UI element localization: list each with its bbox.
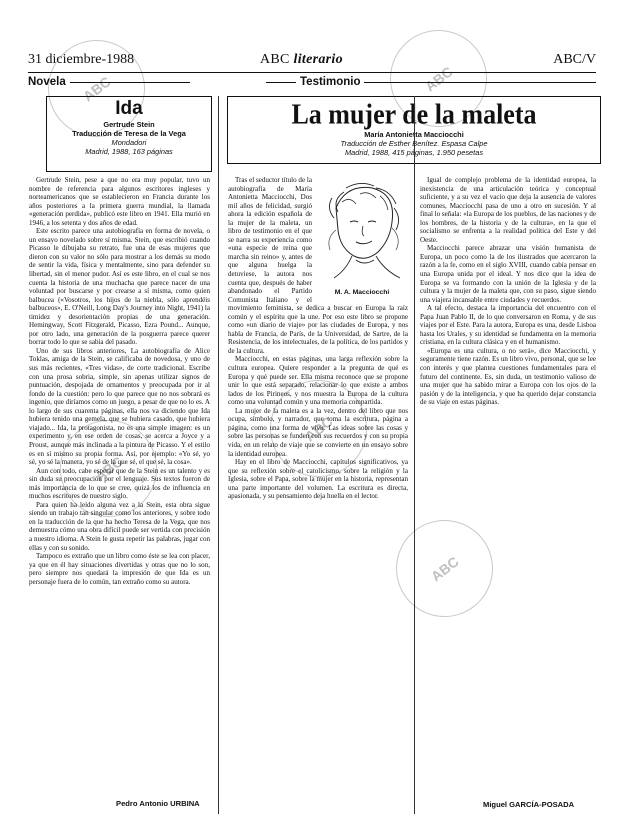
section-rule bbox=[70, 82, 190, 83]
testimonio-title: La mujer de la maleta bbox=[291, 98, 537, 131]
header-rule bbox=[28, 72, 596, 73]
testimonio-author: María Antonietta Macciocchi bbox=[364, 130, 464, 139]
body-paragraph: Macciocchi parece abrazar una visión humanista de Europa, un poco como la de los ilustrados que acercaron la razón a la fe, como en el siglo XVIII, cuando cabía pensar en una Europa unida por el ideal. Y nos dice que la idea de Europa se va formando con la unión de la Iglesia y de la cultura y la mujer de la maleta que, con su paso, sigue siendo una viajera incansable entre ciudades y recuerdos. bbox=[420, 244, 596, 304]
publication-title bbox=[260, 52, 343, 68]
testimonio-body-col3 bbox=[420, 176, 596, 812]
body-paragraph: Tampoco es extraño que un libro como éste se lea con placer, ya que en él hay situaciones divertidas y otras que no lo son, pero siempre nos quedará la impresión de que Ida es un personaje fuera de lo común, tan extraño como su autora. bbox=[29, 552, 210, 586]
body-paragraph: Tras el seductor título de la autobiografía de María Antonietta Macciocchi, Dos mil años de felicidad, surgió ahora la edición española de la mujer de la maleta, un libro de testimonio en el que se narra su experiencia como «una especie de reina que marcha sin reino» y, antes de que alguna huelga la detuviese, la autora nos cuenta que, después de haber abandonado el Partido Comunista Italiano y el movimiento feminista, se dedica a buscar en Europa la raíz común y el espíritu que la une. Por eso este libro se propone como «un diario de viaje» por las ciudades de Europa, y nos habla de Francia, de París, de la Universidad, de Sartre, de la Resistencia, de los intelectuales, de la política, de los partidos y de la cultura. bbox=[228, 176, 408, 355]
body-paragraph: Macciocchi, en estas páginas, una larga reflexión sobre la cultura europea. Quiere responder a la pregunta de qué es Europa y qué puede ser. Ella misma reconoce que se propone unir lo que está separado, relacionar lo que existe a ambos lados de los Pirineos, y nos muestra la Europa de la cultura como una voluntad común y una memoria compartida. bbox=[228, 355, 408, 407]
page-header bbox=[28, 52, 596, 72]
watermark-stamp: ABC bbox=[250, 360, 386, 496]
testimonio-body-col2 bbox=[228, 176, 408, 812]
novela-translation: Traducción de Teresa de la Vega bbox=[72, 129, 186, 138]
watermark-stamp: ABC bbox=[376, 500, 512, 636]
section-label-novela bbox=[28, 76, 190, 88]
body-paragraph: «Europa es una cultura, o no será», dice Macciocchi, y seguramente tiene razón. Es un libro vivo, personal, que se lee con interés y que plantea cuestiones fundamentales para el futuro del continente. Es, sin duda, un testimonio valioso de una mujer que ha sabido mirar a Europa con los ojos de la pasión y de la inteligencia, y que ha querido dejar constancia de su viaje en estas páginas. bbox=[420, 346, 596, 407]
body-paragraph: Este escrito parece una autobiografía en forma de novela, o un ensayo novelado sobre sí misma. Stein, que escribió cuando Picasso le dibujaba su retrato, fue una de esas mujeres que dieron con su valor no sólo para mostrar a los demás su modo de sentir la vida, física y mentalmente, sino para defender su libertad, sin el menor pudor. Así es este libro, en el cual se nos cuenta la historia de una muchacha que parece nacer de una voluntad por buscarse y por crearse a sí misma, como quien balbucea («Vosotros, los hijos de la niebla, sólo aprendéis balbuceos», E. O'Neill, Long Day's Journey into Night, 1941) la timidez y desorientación propias de una generación. Hemingway, Scott Fitzgerald, Picasso, Ezra Pound... Aunque, por otro lado, una generación de la posguerra parece querer borrar todo lo que se sabía del pasado. bbox=[29, 227, 210, 347]
body-paragraph: La mujer de la maleta es a la vez, dentro del libro que nos ocupa, símbolo, y narrador, que toma la escritura, página a página, como una forma de vivir. Las ideas sobre las cosas y sobre las personas se funden con sus recuerdos y con su propia vida, en un relato de viaje que se convierte en un ensayo sobre la identidad europea. bbox=[228, 406, 408, 458]
section-rule bbox=[364, 82, 596, 83]
body-paragraph: Aun con todo, cabe esperar que de la Stein es un talento y es sin duda su preocupación por el lenguaje. Sus textos fueron de más importancia de lo que se cree, quizá los de influencia en muchos escritores de nuestro siglo. bbox=[29, 466, 210, 501]
author-portrait bbox=[316, 178, 408, 298]
watermark-stamp: ABC bbox=[40, 400, 176, 536]
testimonio-signature: Miguel GARCÍA-POSADA bbox=[483, 800, 575, 809]
publication-name: literario bbox=[293, 52, 343, 67]
section-novela-text: Novela bbox=[28, 76, 66, 88]
body-paragraph: Gertrude Stein, pese a que no era muy popular, tuvo un nombre de referencia para algunos escritores ingleses y norteamericanos que se establecieron en Francia durante los años posteriores a la primera guerra mundial, la llamada «generación perdida», publicó este libro en 1941. Ella murió en 1946, a los setenta y dos años de edad. bbox=[29, 176, 210, 227]
body-paragraph: Uno de sus libros anteriores, La autobiografía de Alice Toklas, amiga de la Stein, se calificaba de novedosa, y uno de sus más recientes, «Tres vidas», de corte tradicional. Escribe con una prosa sobria, simple, sin apenas utilizar signos de puntuación, despojada de ornamentos y preocupada por ir al fondo de la cuestión: pero lo que parece que no nos sobrará es ingenio, que diríamos como un juego, a pesar de que no lo es. A lo largo de sus cuarenta páginas, ella nos va diciendo que Ida hubiera tenido una gemela, que se hubiera casado, que hubiera viajado... Ida, la protagonista, no es una simple imagen: es un experimento y, en ese orden de cosas, se acerca a Joyce y a Proust, aunque más inclinada a la pintura de Picasso. Y el estilo es en sí mismo su propia forma. Así, por ejemplo: «Yo sé, yo sé, yo sé la manera, yo sé de la que sé, el que sé, la cosa». bbox=[29, 346, 210, 467]
testimonio-translation: Traducción de Esther Benítez. Espasa Calpe bbox=[340, 139, 488, 148]
testimonio-details: Madrid, 1988, 415 páginas, 1.950 pesetas bbox=[344, 148, 484, 157]
body-paragraph: Igual de complejo problema de la identidad europea, la inexistencia de una articulación teórica y conceptual suficiente, y a su vez el vacío que deja la ausencia de valores comunes, Macciocchi pasa de uno a otro en sucesión. Y al final lo señala: «la Europa de los pueblos, de las naciones y de los hombres, de la historia y de la cultura», en la que el socialismo se enfrenta a la realidad política del Este y del Oeste. bbox=[420, 176, 596, 244]
novela-signature: Pedro Antonio URBINA bbox=[116, 799, 200, 808]
section-testimonio-text: Testimonio bbox=[300, 76, 361, 88]
novela-publisher: Mondadori bbox=[111, 138, 147, 147]
watermark-stamp: ABC bbox=[370, 10, 506, 146]
section-label-testimonio bbox=[266, 76, 596, 88]
novela-title: Ida bbox=[115, 98, 143, 119]
column-divider bbox=[218, 96, 219, 814]
issue-date: 31 diciembre-1988 bbox=[28, 52, 135, 67]
body-paragraph: A tal efecto, destaca la importancia del encuentro con el Papa Juan Pablo II, de lo que conversaron en Roma, y de sus viajes por el Este. Para la autora, Europa es una, desde Lisboa hasta los Urales, y su identidad se fundamenta en la memoria cristiana, en la cultura clásica y en el humanismo. bbox=[420, 304, 596, 347]
novela-body bbox=[29, 176, 210, 812]
column-divider bbox=[414, 96, 415, 814]
novela-details: Madrid, 1988, 163 páginas bbox=[85, 147, 173, 156]
section-rule bbox=[266, 82, 296, 83]
page-label: ABC/V bbox=[553, 52, 596, 67]
publication-prefix: ABC bbox=[260, 52, 290, 67]
novela-title-box bbox=[46, 96, 212, 172]
body-paragraph: Para quien ha leído alguna vez a la Stein, esta obra sigue siendo un trabajo tan singular como los anteriores, y sobre todo en la traducción de la que ha hecho Teresa de la Vega, que nos demuestra cómo una obra difícil puede ser vertida con precisión a nuestro idioma. A Stein le gusta repetir las palabras, jugar con ellas y con su sonido. bbox=[29, 500, 210, 552]
portrait-illustration bbox=[316, 178, 408, 288]
novela-author: Gertrude Stein bbox=[103, 120, 155, 129]
portrait-caption: M. A. Macciocchi bbox=[334, 289, 390, 297]
body-paragraph: Hay en el libro de Macciocchi, capítulos significativos, ya que su reflexión sobre el catolicismo, sobre la religión y la Iglesia, sobre el Papa, sobre la mujer en la historia, representan una parte importante del volumen. La escritura es directa, apasionada, y su pensamiento deja huella en el lector. bbox=[228, 458, 408, 501]
watermark-stamp: ABC bbox=[28, 20, 164, 156]
